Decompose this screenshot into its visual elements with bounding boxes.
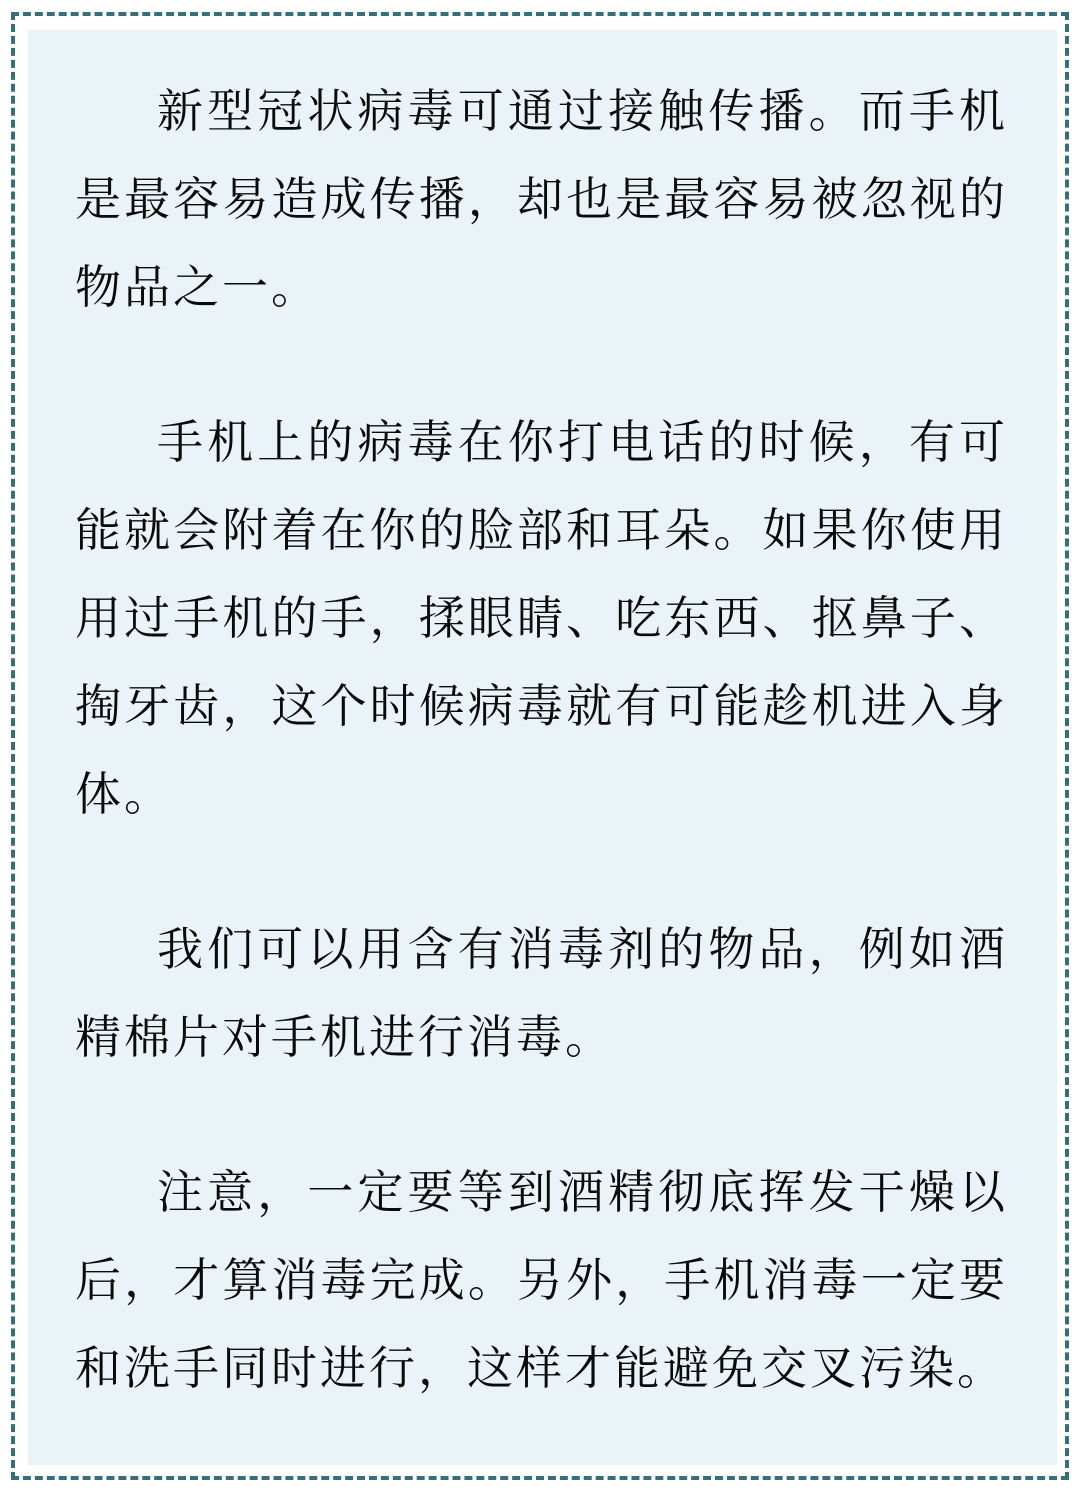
article-panel: [28, 30, 1057, 1465]
paragraph: [75, 905, 1008, 1081]
text-line: 体。: [75, 768, 173, 820]
paragraph: [75, 67, 1008, 331]
text-line: 物品之一。: [75, 261, 320, 313]
text-line: 是最容易造成传播，却也是最容易被忽视的: [75, 173, 1008, 225]
text-line: 用过手机的手，揉眼睛、吃东西、抠鼻子、: [75, 592, 1008, 644]
paragraph: [75, 398, 1008, 838]
text-line: 新型冠状病毒可通过接触传播。而手机: [157, 85, 1008, 137]
text-line: 和洗手同时进行，这样才能避免交叉污染。: [75, 1342, 1006, 1394]
text-line: 能就会附着在你的脸部和耳朵。如果你使用: [75, 504, 1008, 556]
text-line: 掏牙齿，这个时候病毒就有可能趁机进入身: [75, 680, 1008, 732]
text-line: 我们可以用含有消毒剂的物品，例如酒: [157, 923, 1008, 975]
paragraph: [75, 1148, 1008, 1412]
text-line: 注意，一定要等到酒精彻底挥发干燥以: [157, 1166, 1008, 1218]
text-line: 精棉片对手机进行消毒。: [75, 1011, 614, 1063]
text-line: 手机上的病毒在你打电话的时候，有可: [157, 416, 1008, 468]
text-line: 后，才算消毒完成。另外，手机消毒一定要: [75, 1254, 1008, 1306]
article-text: [28, 30, 1057, 1465]
